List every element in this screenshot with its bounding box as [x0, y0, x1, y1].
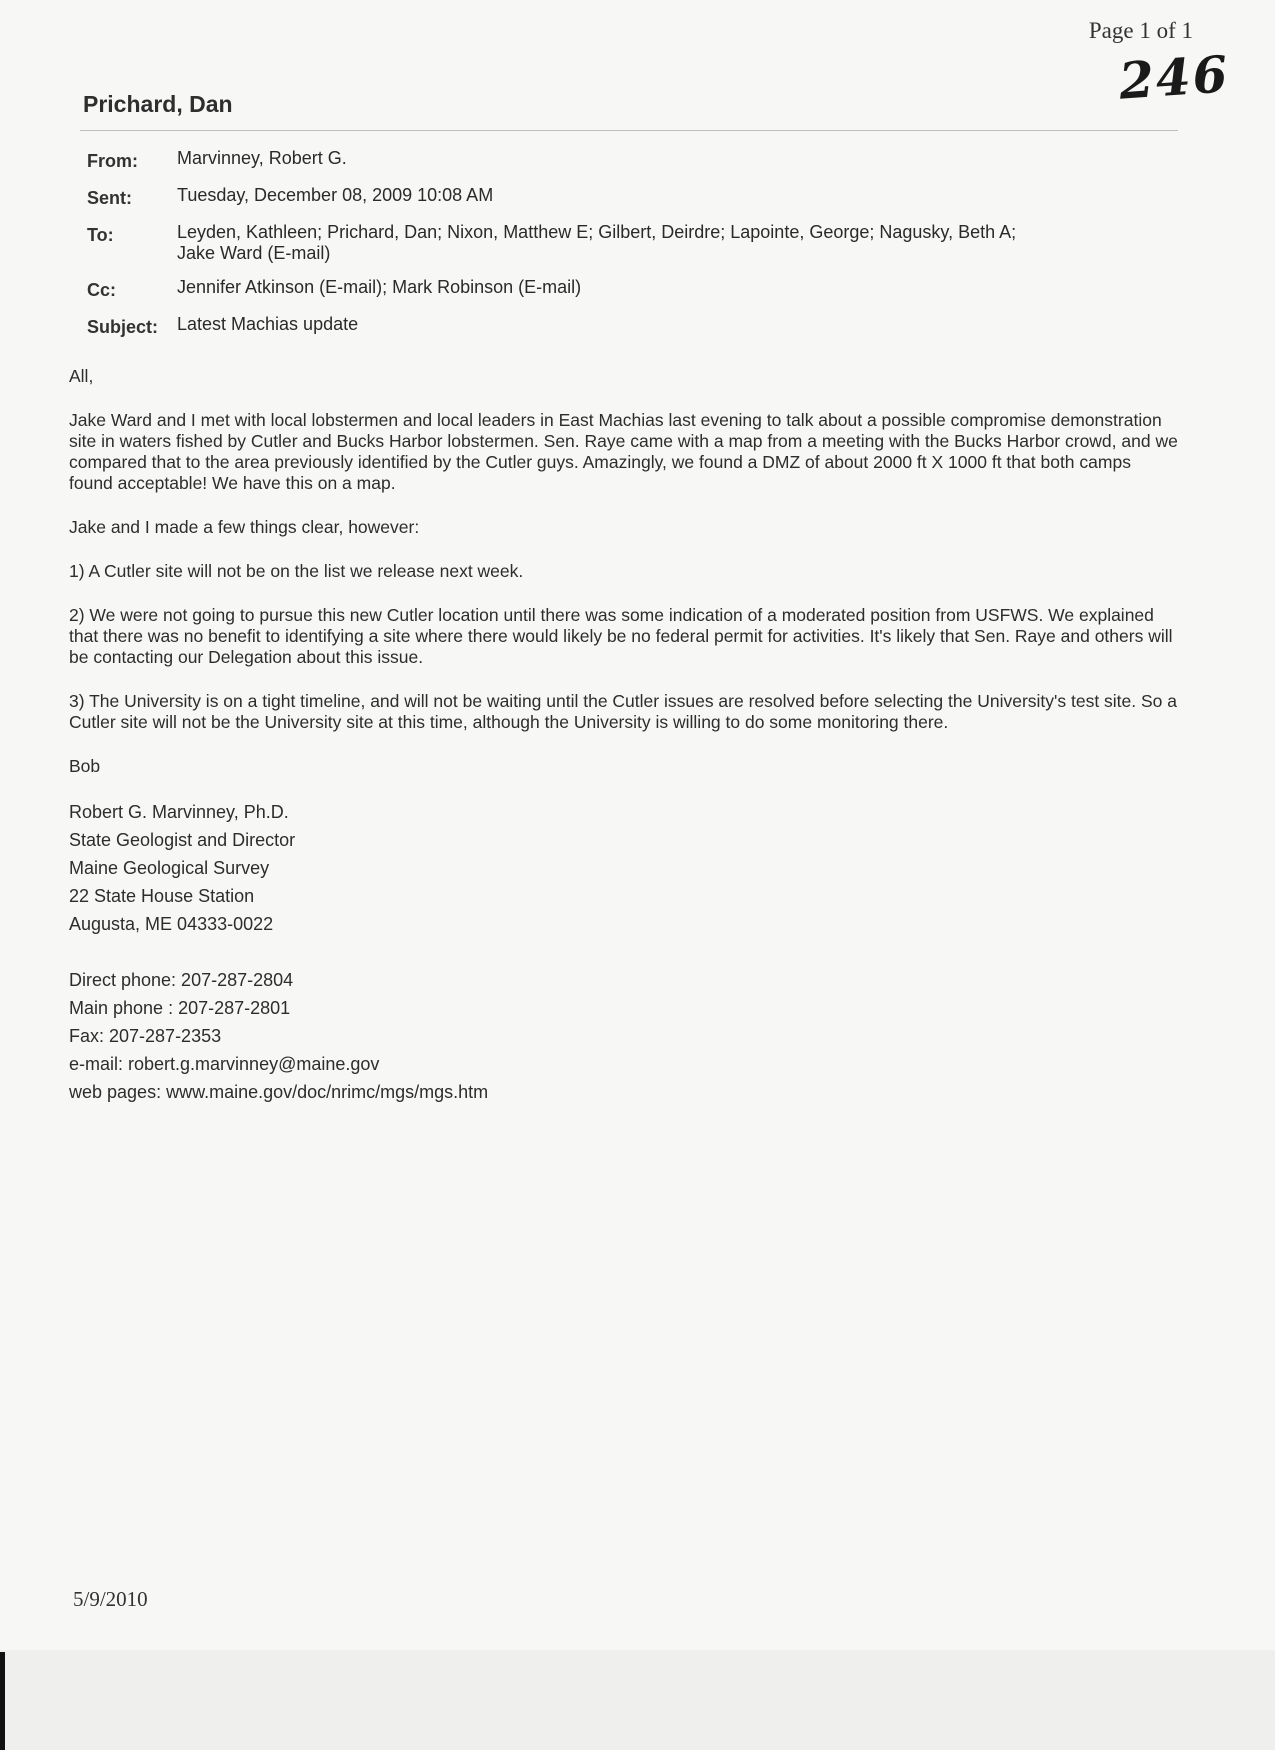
cc-value: Jennifer Atkinson (E-mail); Mark Robinson (E-mail) [177, 277, 582, 297]
to-line-1: Leyden, Kathleen; Prichard, Dan; Nixon, Matthew E; Gilbert, Deirdre; Lapointe, George; Nagusky, Beth A; [177, 222, 1017, 242]
signature-address-1: 22 State House Station [69, 886, 255, 906]
signature-web: web pages: www.maine.gov/doc/nrimc/mgs/mgs.htm [69, 1082, 489, 1102]
scan-margin [0, 1650, 1275, 1750]
to-label: To: [87, 225, 114, 245]
header-divider [80, 130, 1178, 131]
paragraph-point-3: 3) The University is on a tight timeline, and will not be waiting until the Cutler issues are resolved before selecting the University's test site. So a Cutler site will not be the University site at this time, although the University is willing to do some monitoring there. [69, 691, 1177, 732]
signature-spacer [69, 938, 1179, 966]
cc-label: Cc: [87, 280, 117, 300]
signature-main-phone: Main phone : 207-287-2801 [69, 998, 291, 1018]
paragraph-intro-points: Jake and I made a few things clear, however: [69, 517, 420, 537]
paragraph-point-1: 1) A Cutler site will not be on the list we release next week. [69, 561, 524, 581]
cc-row [87, 277, 1187, 314]
sent-value: Tuesday, December 08, 2009 10:08 AM [177, 185, 494, 205]
page-label: Page 1 of 1 [1088, 18, 1193, 43]
from-value: Marvinney, Robert G. [177, 148, 347, 168]
scan-edge-shadow [0, 1652, 5, 1750]
to-row [87, 222, 1187, 277]
email-headers [87, 148, 1187, 351]
sent-label: Sent: [87, 188, 132, 208]
subject-value: Latest Machias update [177, 314, 359, 334]
mailbox-owner: Prichard, Dan [83, 91, 233, 117]
signature-title: State Geologist and Director [69, 830, 296, 850]
signature-address-2: Augusta, ME 04333-0022 [69, 914, 274, 934]
to-line-2: Jake Ward (E-mail) [177, 243, 331, 263]
subject-row [87, 314, 1187, 351]
signature-org: Maine Geological Survey [69, 858, 270, 878]
signature-fax: Fax: 207-287-2353 [69, 1026, 222, 1046]
signature-direct-phone: Direct phone: 207-287-2804 [69, 970, 294, 990]
print-date: 5/9/2010 [73, 1587, 148, 1611]
subject-label: Subject: [87, 317, 159, 337]
closing: Bob [69, 756, 101, 776]
email-body [69, 366, 1179, 1106]
to-value [177, 222, 1187, 277]
signature-email: e-mail: robert.g.marvinney@maine.gov [69, 1054, 380, 1074]
handwritten-page-number: 246 [1116, 44, 1231, 111]
sent-row [87, 185, 1187, 222]
greeting: All, [69, 366, 94, 386]
from-row [87, 148, 1187, 185]
paragraph-meeting: Jake Ward and I met with local lobstermen and local leaders in East Machias last evening to talk about a possible compromise demonstration site in waters fished by Cutler and Bucks Harbor lobstermen. Sen. Raye came with a map from a meeting with the Bucks Harbor crowd, and we compared that to the area previously identified by the Cutler guys. Amazingly, we found a DMZ of about 2000 ft X 1000 ft that both camps found acceptable! We have this on a map. [69, 410, 1178, 493]
signature-name: Robert G. Marvinney, Ph.D. [69, 802, 289, 822]
signature-block [69, 798, 1179, 1106]
paragraph-point-2: 2) We were not going to pursue this new Cutler location until there was some indication of a moderated position from USFWS. We explained that there was no benefit to identifying a site where there would likely be no federal permit for activities. It's likely that Sen. Raye and others will be contacting our Delegation about this issue. [69, 605, 1173, 667]
from-label: From: [87, 151, 138, 171]
